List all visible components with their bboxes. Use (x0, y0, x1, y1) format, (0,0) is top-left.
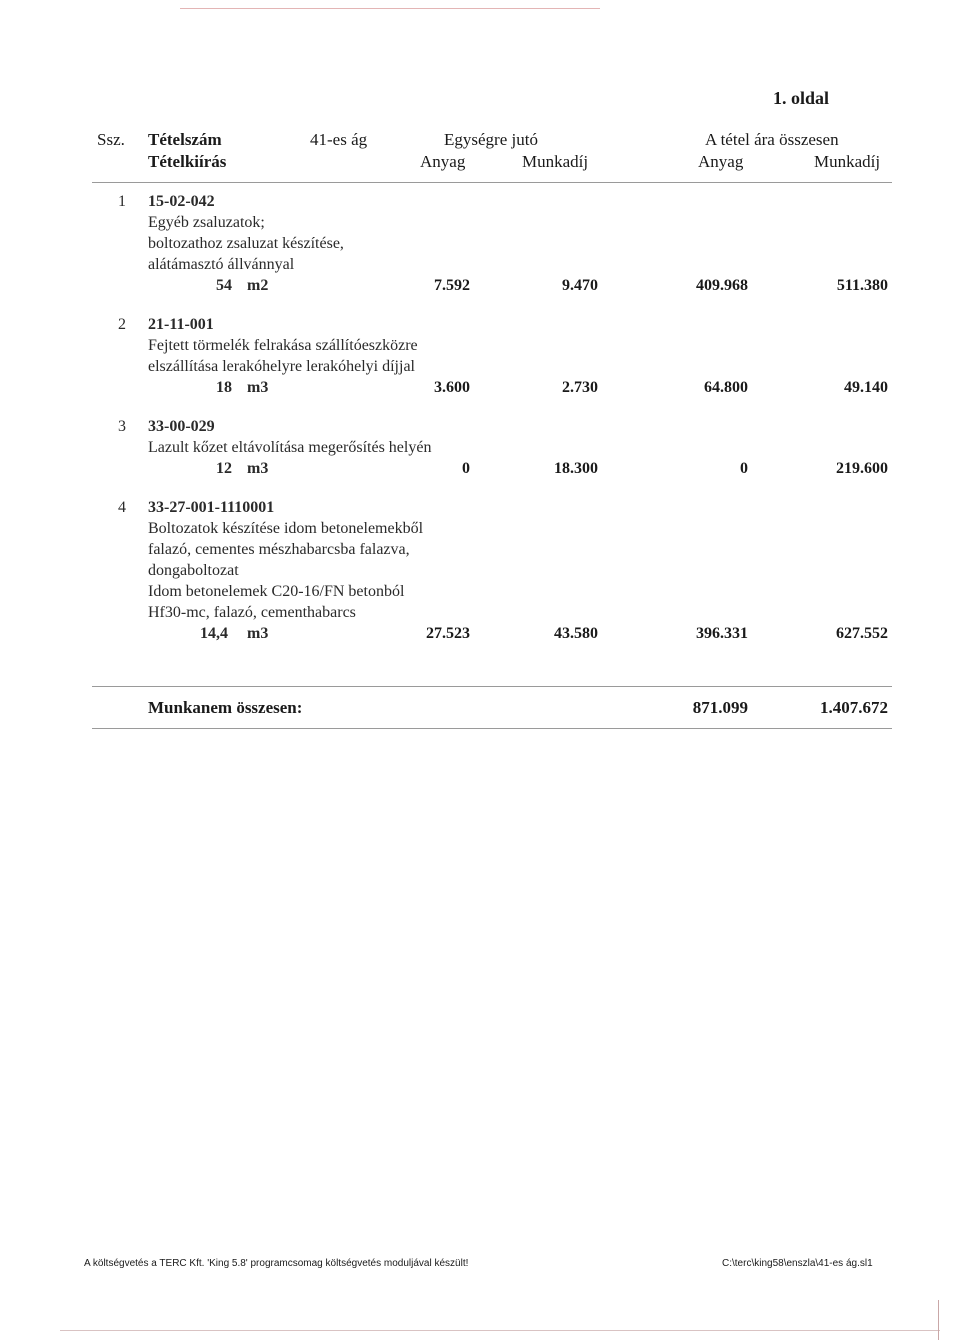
item-code: 21-11-001 (148, 316, 214, 333)
summary-label: Munkanem összesen: (148, 698, 303, 717)
item-number: 1 (118, 193, 126, 210)
item-desc-line: Egyéb zsaluzatok; (148, 214, 265, 231)
item-unit-material: 3.600 (434, 379, 470, 396)
item-quantity: 14,4 (200, 625, 228, 642)
item-unit-labor: 2.730 (562, 379, 598, 396)
item-unit-labor: 9.470 (562, 277, 598, 294)
item-quantity: 54 (216, 277, 232, 294)
item-desc-line: Fejtett törmelék felrakása szállítóeszközre (148, 337, 418, 354)
item-total-material: 396.331 (696, 625, 748, 642)
item-desc-line: dongaboltozat (148, 562, 239, 579)
header-tetelszam: Tételszám (148, 130, 222, 149)
header-branch: 41-es ág (310, 130, 368, 149)
item-total-material: 0 (740, 460, 748, 477)
item-desc-line: Lazult kőzet eltávolítása megerősítés helyén (148, 439, 432, 456)
header-divider (92, 182, 892, 183)
item-number: 3 (118, 418, 126, 435)
footer-file-path: C:\terc\king58\enszla\41-es ág.sl1 (722, 1258, 873, 1269)
scan-edge-mark (938, 1300, 939, 1340)
item-code: 15-02-042 (148, 193, 215, 210)
item-desc-line: alátámasztó állvánnyal (148, 256, 295, 273)
header-ssz: Ssz. (97, 130, 125, 149)
header-labor-unit: Munkadíj (522, 152, 589, 171)
header-labor-total: Munkadíj (814, 152, 881, 171)
item-unit-material: 0 (462, 460, 470, 477)
item-total-labor: 219.600 (836, 460, 888, 477)
scan-bottom-line (60, 1330, 940, 1331)
item-total-material: 64.800 (704, 379, 748, 396)
item-total-labor: 627.552 (836, 625, 888, 642)
summary-material-total: 871.099 (692, 698, 748, 717)
header-material-total: Anyag (698, 152, 744, 171)
item-total-labor: 511.380 (836, 277, 888, 294)
header-material-unit: Anyag (420, 152, 466, 171)
item-quantity: 18 (216, 379, 232, 396)
item-desc-line: Hf30-mc, falazó, cementhabarcs (148, 604, 356, 621)
page-number: 1. oldal (773, 88, 830, 108)
item-unit-labor: 18.300 (554, 460, 598, 477)
item-unit-labor: 43.580 (554, 625, 598, 642)
summary-labor-total: 1.407.672 (820, 698, 888, 717)
item-desc-line: Idom betonelemek C20-16/FN betonból (148, 583, 405, 600)
scan-edge-mark (180, 8, 600, 9)
item-unit: m3 (247, 625, 269, 642)
header-total-price: A tétel ára összesen (705, 130, 839, 149)
summary-bottom-rule (92, 728, 892, 729)
item-code: 33-27-001-1110001 (148, 499, 275, 516)
item-total-labor: 49.140 (844, 379, 888, 396)
item-number: 4 (118, 499, 126, 516)
item-unit-material: 7.592 (434, 277, 470, 294)
item-desc-line: Boltozatok készítése idom betonelemekből (148, 520, 424, 537)
header-tetelkiiras: Tételkiírás (148, 152, 227, 171)
footer-credit: A költségvetés a TERC Kft. 'King 5.8' programcsomag költségvetés moduljával készült! (84, 1258, 469, 1269)
item-unit-material: 27.523 (426, 625, 470, 642)
item-quantity: 12 (216, 460, 232, 477)
item-desc-line: elszállítása lerakóhelyre lerakóhelyi díjjal (148, 358, 415, 375)
item-unit: m2 (247, 277, 269, 294)
item-desc-line: boltozathoz zsaluzat készítése, (148, 235, 344, 252)
summary-top-rule (92, 686, 892, 687)
item-total-material: 409.968 (696, 277, 748, 294)
item-code: 33-00-029 (148, 418, 215, 435)
item-unit: m3 (247, 379, 269, 396)
header-unit-price: Egységre jutó (444, 130, 538, 149)
item-unit: m3 (247, 460, 269, 477)
item-number: 2 (118, 316, 126, 333)
item-desc-line: falazó, cementes mészhabarcsba falazva, (148, 541, 410, 558)
